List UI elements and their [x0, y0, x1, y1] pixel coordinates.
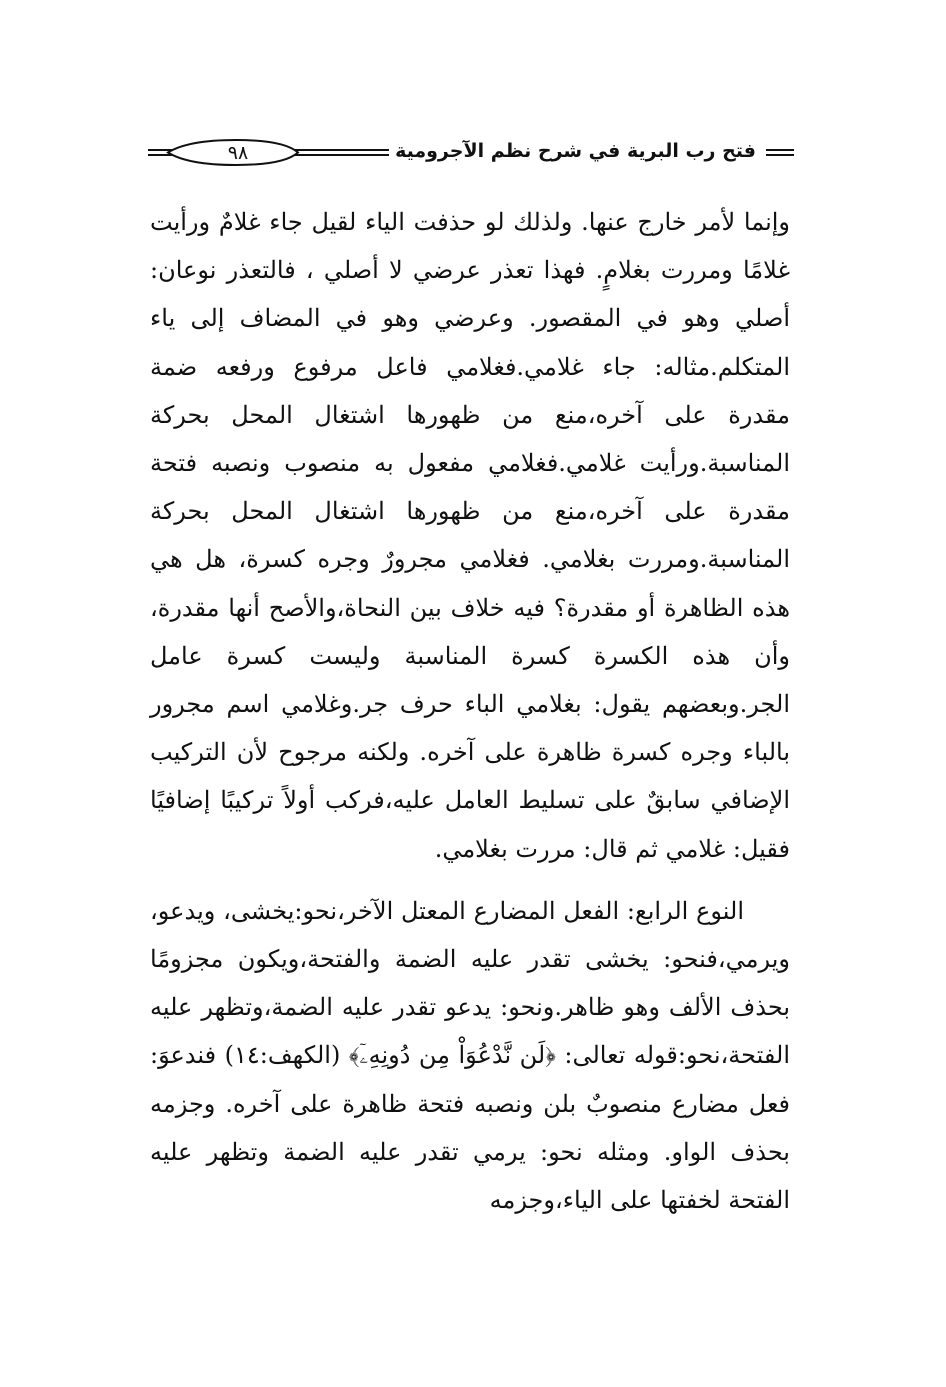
page-body	[150, 198, 790, 1224]
paragraph-1: وإنما لأمر خارج عنها. ولذلك لو حذفت الياء لقيل جاء غلامٌ ورأيت غلامًا ومررت بغلامٍ. فهذا تعذر عرضي لا أصلي ، فالتعذر نوعان: أصلي وهو في المقصور. وعرضي وهو في المضاف إلى ياء المتكلم.مثاله: جاء غلامي.فغلامي فاعل مرفوع ورفعه ضمة مقدرة على آخره،منع من ظهورها اشتغال المحل بحركة المناسبة.ورأيت غلامي.فغلامي مفعول به منصوب ونصبه فتحة مقدرة على آخره،منع من ظهورها اشتغال المحل بحركة المناسبة.ومررت بغلامي. فغلامي مجرورٌ وجره كسرة، هل هي هذه الظاهرة أو مقدرة؟ فيه خلاف بين النحاة،والأصح أنها مقدرة، وأن هذه الكسرة كسرة المناسبة وليست كسرة عامل الجر.وبعضهم يقول: بغلامي الباء حرف جر.وغلامي اسم مجرور بالباء وجره كسرة ظاهرة على آخره. ولكنه مرجوح لأن التركيب الإضافي سابقٌ على تسليط العامل عليه،فركب أولاً تركيبًا إضافيًا فقيل: غلامي ثم قال: مررت بغلامي.	[150, 208, 790, 863]
page-number: ٩٨	[227, 142, 249, 164]
paragraph-2: النوع الرابع: الفعل المضارع المعتل الآخر،نحو:يخشى، ويدعو، ويرمي،فنحو: يخشى تقدر عليه الضمة والفتحة،ويكون مجزومًا بحذف الألف وهو ظاهر.ونحو: يدعو تقدر عليه الضمة،وتظهر عليه الفتحة،نحو:قوله تعالى: ﴿لَن نَّدْعُوَاْ مِن دُونِهِۦٓ﴾ (الكهف:١٤) فندعوَ: فعل مضارع منصوبٌ بلن ونصبه فتحة ظاهرة على آخره. وجزمه بحذف الواو. ومثله نحو: يرمي تقدر عليه الضمة وتظهر عليه الفتحة لخفتها على الياء،وجزمه	[150, 896, 790, 1215]
running-header-title: فتح رب البرية في شرح نظم الآجرومية	[389, 140, 762, 162]
page-header	[148, 134, 794, 174]
